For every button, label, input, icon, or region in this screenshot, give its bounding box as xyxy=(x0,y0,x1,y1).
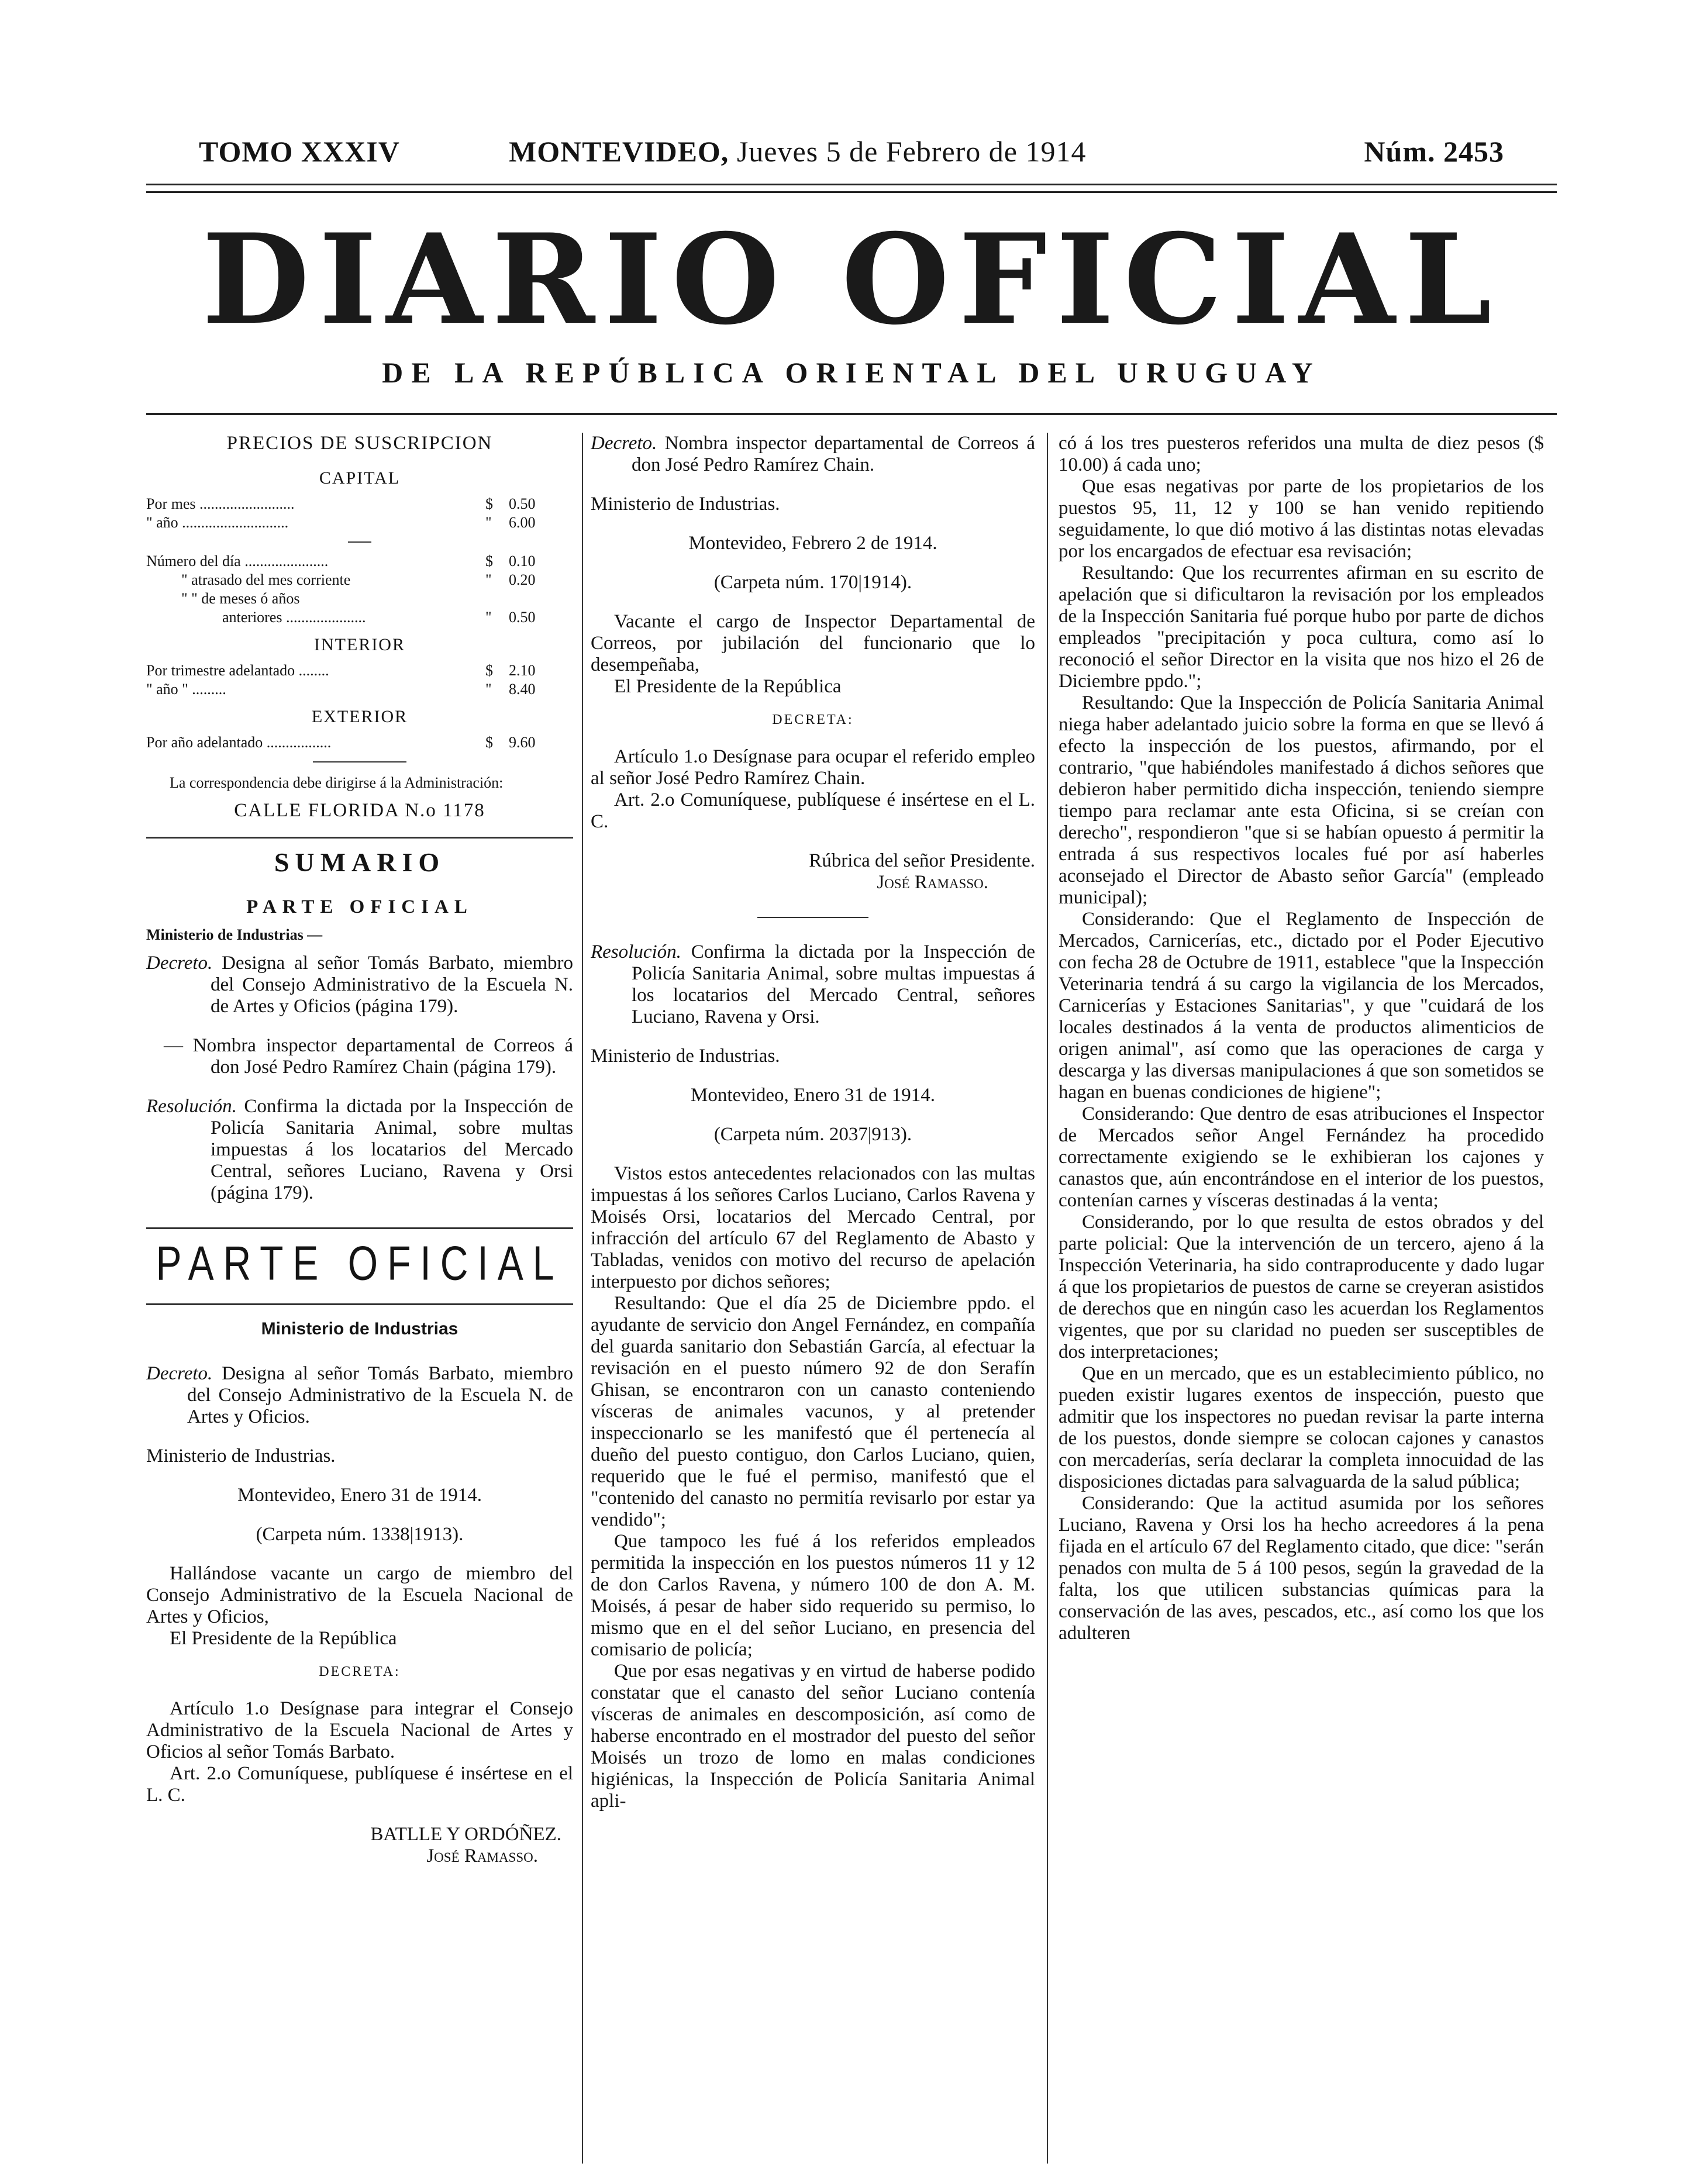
sumario-title: SUMARIO xyxy=(274,847,446,877)
columns xyxy=(146,433,1557,2164)
decree-signature: BATLLE Y ORDÓÑEZ. xyxy=(370,1824,561,1845)
capital-heading: CAPITAL xyxy=(319,468,401,488)
price-row: Por mes ......................... $ 0.50 xyxy=(146,495,536,512)
newspaper-subtitle: DE LA REPÚBLICA ORIENTAL DEL URUGUAY xyxy=(382,356,1321,389)
decree-date: Montevideo, Febrero 2 de 1914. xyxy=(688,533,937,554)
decree-carpeta: (Carpeta núm. 170|1914). xyxy=(713,572,912,593)
section-rule xyxy=(146,837,573,839)
issue-number: Núm. 2453 xyxy=(1364,135,1504,168)
parte-oficial-title: PARTE OFICIAL xyxy=(156,1236,564,1291)
decree-signature: José Ramasso. xyxy=(426,1845,538,1866)
decree-presidente: El Presidente de la República xyxy=(614,676,842,697)
resolution-paragraph: Resultando: Que los recurrentes afirman en su escrito de apelación que si dificultaron la revisación por los empleados de la Inspección Sanitaria fué porque hubo por parte de dichos empleados "precipitación y poca cultura, como así lo reconoció el señor Director en la visita que nos hizo el 26 de Diciembre ppdo."; xyxy=(1059,563,1544,692)
price-row: Número del día ...................... $ 0.10 xyxy=(146,553,536,570)
sumario-item: — Nombra inspector departamental de Correos á don José Pedro Ramírez Chain (página 179). xyxy=(164,1035,573,1078)
section-rule xyxy=(146,1227,573,1229)
decree-presidente: El Presidente de la República xyxy=(170,1628,397,1649)
resolution-date: Montevideo, Enero 31 de 1914. xyxy=(691,1085,935,1106)
volume-label: TOMO XXXIV xyxy=(199,135,400,168)
resolution-ministry: Ministerio de Industrias. xyxy=(591,1046,780,1067)
resolution-paragraph: Que en un mercado, que es un establecimiento público, no pueden existir lugares exentos de inspección, puesto que admitir que los inspectores no puedan revisar la parte interna de los puestos, donde siempre se colocan cajones y canastos con mercaderías, sería declarar la completa innocuidad de las disposiciones dictadas para salvaguarda de la salud pública; xyxy=(1059,1363,1544,1492)
decree-summary: Decreto. Nombra inspector departamental de Correos á don José Pedro Ramírez Chain. xyxy=(591,433,1035,475)
price-row: Por trimestre adelantado ........ $ 2.10 xyxy=(146,662,536,679)
decree-article: Artículo 1.o Desígnase para integrar el Consejo Administrativo de la Escuela Nacional de Artes y Oficios al señor Tomás Barbato. xyxy=(146,1698,573,1762)
decree-summary: Decreto. Designa al señor Tomás Barbato, miembro del Consejo Administrativo de la Escuela N. de Artes y Oficios. xyxy=(146,1363,573,1427)
resolution-paragraph: Resultando: Que el día 25 de Diciembre ppdo. el ayudante de servicio don Angel Fernández, en compañía del guarda sanitario don Sebastián García, al efectuar la revisación en el puesto número 92 de don Serafín Ghisan, se encontraron con un canasto conteniendo vísceras de animales vacunos, y al pretender inspeccionarlo se les manifestó que él pertenecía al dueño del puesto contiguo, don Carlos Luciano, quien, requerido que le fué el permiso, manifestó que el "contenido del canasto no permitía revisarlo por estar ya vendido"; xyxy=(591,1293,1035,1530)
resolution-paragraph: Considerando: Que dentro de esas atribuciones el Inspector de Mercados señor Angel Fernández ha procedido correctamente exigiendo se le exhibieran los cajones y canastos que, aún encontrándose en el interior de los puestos, contenían carnes y vísceras destinadas á la venta; xyxy=(1059,1103,1544,1211)
price-row: " " de meses ó años xyxy=(181,590,300,607)
resolution-paragraph: Resultando: Que la Inspección de Policía Sanitaria Animal niega haber adelantado juicio sobre la forma en que se llevó á efecto la inspección de los puestos, afirmando, por el contrario, "que habiéndoles manifestado á dichos señores que debieron haber permitido dicha inspección, teniendo siempre tiempo para reclamar ante esta Oficina, si se creían con derecho", respondieron "que si se habían opuesto á permitir la entrada á sus respectivos locales fué por así haberles aconsejado el Director de Abasto señor García" (empleado municipal); xyxy=(1059,692,1544,908)
price-row: Por año adelantado ................. $ 9.60 xyxy=(146,734,536,751)
price-row: " año ............................ " 6.00 xyxy=(146,514,536,531)
decreta-label: DECRETA: xyxy=(772,712,854,727)
resolution-paragraph: Que esas negativas por parte de los propietarios de los puestos 95, 11, 12 y 100 se han venido repitiendo seguidamente, lo que dió motivo á las distintas notas elevadas por los encargados de efectuar esa revisación; xyxy=(1059,476,1544,562)
sumario-item: Decreto. Designa al señor Tomás Barbato, miembro del Consejo Administrativo de la Escuela N. de Artes y Oficios (página 179). xyxy=(146,953,573,1017)
price-row: " atrasado del mes corriente " 0.20 xyxy=(181,571,536,588)
decree-article: Art. 2.o Comuníquese, publíquese é insértese en el L. C. xyxy=(591,789,1035,832)
sumario-ministry: Ministerio de Industrias — xyxy=(146,926,323,943)
column-3 xyxy=(1059,433,1544,2164)
correspondence-note: La correspondencia debe dirigirse á la Administración: xyxy=(170,774,504,791)
decree-carpeta: (Carpeta núm. 1338|1913). xyxy=(256,1524,464,1545)
decree-preamble: Vacante el cargo de Inspector Departamental de Correos, por jubilación del funcionario que lo desempeñaba, xyxy=(591,611,1035,675)
decree-signature: Rúbrica del señor Presidente. xyxy=(809,850,1035,871)
decree-date: Montevideo, Enero 31 de 1914. xyxy=(237,1485,482,1506)
decree-signature: José Ramasso. xyxy=(877,872,988,893)
decreta-label: DECRETA: xyxy=(319,1664,401,1679)
price-row: anteriores ..................... " 0.50 xyxy=(222,609,536,626)
decree-ministry: Ministerio de Industrias. xyxy=(146,1445,336,1467)
resolution-carpeta: (Carpeta núm. 2037|913). xyxy=(713,1124,912,1145)
issue-date: Jueves 5 de Febrero de 1914 xyxy=(736,135,1087,168)
resolution-paragraph: Considerando: Que el Reglamento de Inspección de Mercados, Carnicerías, etc., dictado por el Poder Ejecutivo con fecha 28 de Octubre de 1911, establece "que la Inspección Veterinaria tendrá á su cargo la vigilancia de los Mercados, Carnicerías y Estaciones Sanitarias", y que "cuidará de los locales destinados á la venta de productos alimenticios de origen animal", así como que las operaciones de carga y descarga y las diversas manipulaciones á que son sometidos se hagan en buenas condiciones de higiene"; xyxy=(1059,909,1544,1103)
resolution-paragraph: có á los tres puesteros referidos una multa de diez pesos ($ 10.00) á cada uno; xyxy=(1059,433,1544,475)
section-rule xyxy=(146,1303,573,1305)
place-label: MONTEVIDEO, xyxy=(509,135,729,168)
column-2 xyxy=(591,433,1035,2164)
sumario-item: Resolución. Confirma la dictada por la Inspección de Policía Sanitaria Animal, sobre multas impuestas á los locatarios del Mercado Central, señores Luciano, Ravena y Orsi (página 179). xyxy=(146,1096,573,1203)
decree-preamble: Hallándose vacante un cargo de miembro del Consejo Administrativo de la Escuela Nacional de Artes y Oficios, xyxy=(146,1563,573,1627)
exterior-heading: EXTERIOR xyxy=(311,707,408,726)
resolution-paragraph: Vistos estos antecedentes relacionados con las multas impuestas á los señores Carlos Luciano, Carlos Ravena y Moisés Orsi, locatarios del Mercado Central, por infracción del artículo 67 del Reglamento de Abasto y Tabladas, venidos con motivo del recurso de apelación interpuesto por dichos señores; xyxy=(591,1163,1035,1292)
body-area xyxy=(146,117,1557,2164)
decree-ministry: Ministerio de Industrias. xyxy=(591,494,780,515)
resolution-paragraph: Que por esas negativas y en virtud de haberse podido constatar que el canasto del señor Luciano contenía vísceras de animales en descomposición, así como de haberse encontrado en el mostrador del puesto del señor Moisés un trozo de lomo en malas condiciones higiénicas, la Inspección de Policía Sanitaria Animal apli- xyxy=(591,1661,1035,1812)
resolution-paragraph: Considerando, por lo que resulta de estos obrados y del parte policial: Que la intervención de un tercero, ajeno á la Inspección Veterinaria, ha sido contraproducente y dado lugar á que los propietarios de puestos de carne se creyeran asistidos de derechos que en ningún caso les acuerdan los Reglamentos vigentes, que por su claridad no pueden ser susceptibles de dos interpretaciones; xyxy=(1059,1212,1544,1362)
interior-heading: INTERIOR xyxy=(314,635,405,654)
newspaper-title: DIARIO OFICIAL xyxy=(202,206,1501,352)
address: CALLE FLORIDA N.o 1178 xyxy=(234,800,485,821)
resolution-paragraph: Considerando: Que la actitud asumida por los señores Luciano, Ravena y Orsi los ha hecho acreedores á la pena fijada en el artículo 67 del Reglamento citado, que dice: "serán penados con multa de 5 á 100 pesos, según la gravedad de la falta, los que utilicen substancias químicas para la conservación de las aves, pescados, etc., así como los que los adulteren xyxy=(1059,1493,1544,1644)
separator-rule xyxy=(757,917,868,918)
decree-article: Art. 2.o Comuníquese, publíquese é insértese en el L. C. xyxy=(146,1763,573,1806)
divider xyxy=(348,541,371,543)
subscription-heading: PRECIOS DE SUSCRIPCION xyxy=(226,433,493,454)
resolution-paragraph: Que tampoco les fué á los referidos empleados permitida la inspección en los puestos números 11 y 12 de don Carlos Ravena, y número 100 de don A. M. Moisés, á pesar de haber sido requerido su permiso, lo mismo que en el del señor Luciano, en presencia del comisario de policía; xyxy=(591,1531,1035,1660)
price-row: " año " ......... " 8.40 xyxy=(146,681,536,698)
resolution-summary: Resolución. Confirma la dictada por la Inspección de Policía Sanitaria Animal, sobre multas impuestas á los locatarios del Mercado Central, señores Luciano, Ravena y Orsi. xyxy=(591,941,1035,1027)
column-1 xyxy=(146,433,573,2164)
ministry-heading: Ministerio de Industrias xyxy=(261,1319,458,1338)
divider xyxy=(313,761,406,762)
sumario-parte-heading: PARTE OFICIAL xyxy=(246,896,473,917)
decree-article: Artículo 1.o Desígnase para ocupar el referido empleo al señor José Pedro Ramírez Chain. xyxy=(591,746,1035,789)
